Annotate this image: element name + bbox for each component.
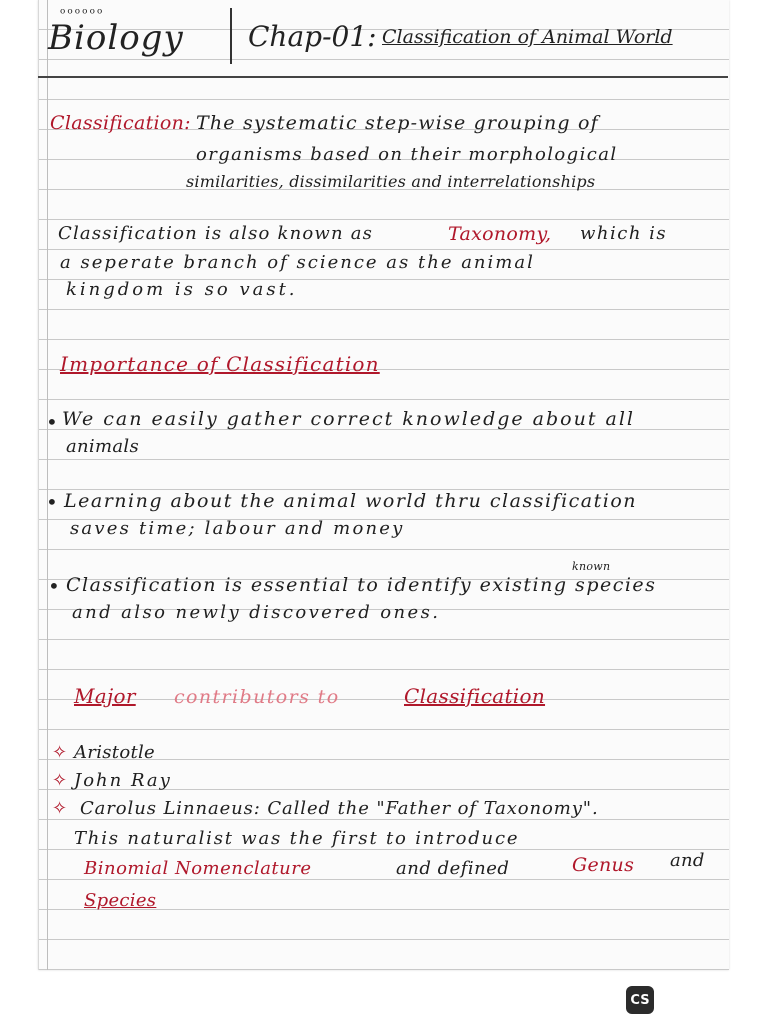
importance-bullet-2-line-2: saves time; labour and money [70,518,405,539]
contributors-heading-b: contributors to [174,686,340,708]
bullet-dot: • [46,490,58,514]
contributor-aristotle: Aristotle [74,742,156,763]
taxonomy-term: Taxonomy, [448,223,552,245]
star-bullet-icon: ✧ [52,742,68,763]
definition-line-1: The systematic step-wise grouping of [196,112,599,134]
linnaeus-line-3d: and [670,850,705,871]
bullet-dot: • [46,410,58,434]
star-bullet-icon: ✧ [52,770,68,791]
taxonomy-line-1a: Classification is also known as [58,223,374,244]
linnaeus-line-3b: and defined [396,858,510,879]
contributors-heading-a: Major [74,684,136,708]
star-bullet-icon: ✧ [52,798,68,819]
subject-title: Biology [48,18,184,58]
importance-heading: Importance of Classification [60,352,380,376]
taxonomy-line-1b: which is [580,223,668,244]
header-flourish: ᵒᵒᵒᵒᵒᵒ [60,6,105,22]
header-rule [38,76,728,78]
species-term: Species [84,890,157,911]
chapter-title: Classification of Animal World [382,26,673,48]
insert-word-known: known [572,560,611,573]
definition-term: Classification: [50,112,191,134]
bullet-dot: • [48,574,60,598]
contributors-heading-c: Classification [404,684,546,708]
camscanner-badge: CS [626,986,654,1014]
binomial-nomenclature: Binomial Nomenclature [84,858,312,879]
importance-bullet-1-line-2: animals [66,436,139,457]
importance-bullet-1-line-1: We can easily gather correct knowledge about all [62,408,635,430]
header-divider [230,8,232,64]
taxonomy-line-2: a seperate branch of science as the animal [60,252,535,273]
genus-term: Genus [572,854,635,876]
contributor-john-ray: John Ray [74,770,172,791]
chapter-number: Chap-01: [248,20,377,53]
definition-line-3: similarities, dissimilarities and interrelationships [186,172,596,191]
importance-bullet-3-line-1: Classification is essential to identify existing species [66,574,657,596]
contributor-linnaeus: Carolus Linnaeus: Called the "Father of Taxonomy". [80,798,599,819]
taxonomy-line-3: kingdom is so vast. [66,279,298,300]
importance-bullet-2-line-1: Learning about the animal world thru classification [64,490,638,512]
importance-bullet-3-line-2: and also newly discovered ones. [72,602,441,623]
definition-line-2: organisms based on their morphological [196,144,618,165]
margin-line [47,0,48,970]
linnaeus-line-2: This naturalist was the first to introduce [74,828,520,849]
